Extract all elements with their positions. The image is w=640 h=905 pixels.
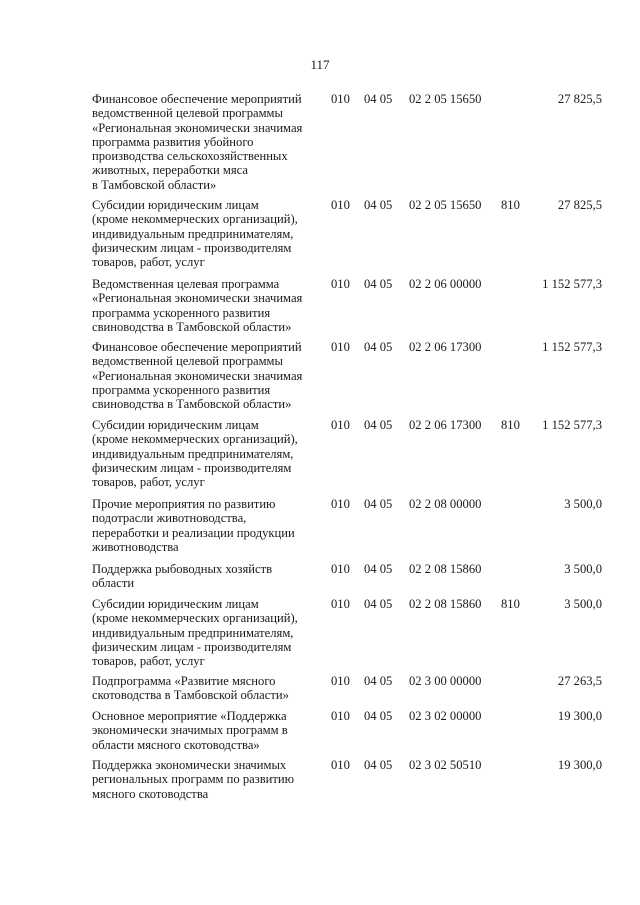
row-name-line: Субсидии юридическим лицам: [92, 418, 259, 432]
target-code: 02 3 02 50510: [409, 758, 482, 772]
row-name-line: ведомственной целевой программы: [92, 106, 283, 121]
row-name-line: Финансовое обеспечение мероприятий: [92, 340, 302, 354]
section-code: 04 05: [364, 562, 393, 576]
row-name: [92, 758, 324, 801]
row-name-line: товаров, работ, услуг: [92, 654, 205, 669]
row-name-line: области мясного скотоводства»: [92, 737, 260, 752]
row-name-line: программа ускоренного развития: [92, 382, 271, 397]
row-name: [92, 497, 324, 554]
row-name-line: (кроме некоммерческих организаций),: [92, 212, 298, 227]
section-code: 04 05: [364, 674, 393, 688]
row-name-line: Основное мероприятие «Поддержка: [92, 709, 287, 723]
row-name-line: физическим лицам - производителям: [92, 639, 292, 654]
section-code: 04 05: [364, 497, 393, 511]
row-name-line: переработки и реализации продукции: [92, 525, 295, 540]
row-name-line: Субсидии юридическим лицам: [92, 198, 259, 212]
row-name-line: Поддержка рыбоводных хозяйств: [92, 562, 273, 576]
ministry-code: 010: [331, 497, 350, 511]
ministry-code: 010: [331, 198, 350, 212]
section-code: 04 05: [364, 277, 393, 291]
row-name: [92, 709, 324, 752]
row-name: [92, 277, 324, 334]
row-name-line: физическим лицам - производителям: [92, 240, 292, 255]
page-number: 117: [310, 57, 330, 72]
target-code: 02 2 08 15860: [409, 562, 482, 576]
target-code: 02 3 00 00000: [409, 674, 482, 688]
ministry-code: 010: [331, 340, 350, 354]
section-code: 04 05: [364, 758, 393, 772]
ministry-code: 010: [331, 674, 350, 688]
row-name: [92, 340, 324, 411]
row-name-line: скотоводства в Тамбовской области»: [92, 688, 289, 703]
row-name-line: в Тамбовской области»: [92, 177, 217, 192]
row-name-line: подотрасли животноводства,: [92, 511, 247, 526]
row-name-line: товаров, работ, услуг: [92, 475, 205, 490]
row-name-line: свиноводства в Тамбовской области»: [92, 319, 292, 334]
target-code: 02 2 05 15650: [409, 92, 482, 106]
row-name-line: «Региональная экономически значимая: [92, 368, 303, 383]
ministry-code: 010: [331, 758, 350, 772]
row-name-line: Поддержка экономически значимых: [92, 758, 287, 772]
row-name-line: индивидуальным предпринимателям,: [92, 446, 294, 461]
row-name-line: региональных программ по развитию: [92, 772, 295, 787]
row-name-line: «Региональная экономически значимая: [92, 120, 303, 135]
amount-value: 3 500,0: [564, 562, 602, 576]
row-name-line: Подпрограмма «Развитие мясного: [92, 674, 276, 688]
row-name-line: экономически значимых программ в: [92, 723, 288, 738]
row-name-line: животноводства: [92, 539, 179, 554]
row-name-line: физическим лицам - производителям: [92, 460, 292, 475]
section-code: 04 05: [364, 198, 393, 212]
row-name-line: (кроме некоммерческих организаций),: [92, 611, 298, 626]
ministry-code: 010: [331, 709, 350, 723]
expense-type-code: 810: [501, 198, 520, 212]
row-name-line: Финансовое обеспечение мероприятий: [92, 92, 302, 106]
row-name-line: программа развития убойного: [92, 134, 254, 149]
row-name-line: программа ускоренного развития: [92, 305, 271, 320]
amount-value: 19 300,0: [557, 758, 602, 772]
target-code: 02 2 08 15860: [409, 597, 482, 611]
ministry-code: 010: [331, 418, 350, 432]
ministry-code: 010: [331, 562, 350, 576]
section-code: 04 05: [364, 418, 393, 432]
row-name-line: товаров, работ, услуг: [92, 255, 205, 270]
row-name-line: мясного скотоводства: [92, 786, 209, 801]
target-code: 02 2 05 15650: [409, 198, 482, 212]
ministry-code: 010: [331, 597, 350, 611]
row-name-line: «Региональная экономически значимая: [92, 291, 303, 306]
target-code: 02 2 06 00000: [409, 277, 482, 291]
row-name-line: свиноводства в Тамбовской области»: [92, 397, 292, 412]
target-code: 02 2 06 17300: [409, 418, 482, 432]
row-name-line: индивидуальным предпринимателям,: [92, 226, 294, 241]
row-name-line: индивидуальным предпринимателям,: [92, 625, 294, 640]
amount-value: 19 300,0: [557, 709, 602, 723]
amount-value: 1 152 577,3: [542, 418, 602, 432]
row-name-line: животных, переработки мяса: [92, 163, 248, 178]
ministry-code: 010: [331, 92, 350, 106]
ministry-code: 010: [331, 277, 350, 291]
row-name: [92, 198, 324, 269]
row-name-line: (кроме некоммерческих организаций),: [92, 432, 298, 447]
expense-type-code: 810: [501, 418, 520, 432]
row-name-line: Субсидии юридическим лицам: [92, 597, 259, 611]
row-name: [92, 674, 324, 703]
amount-value: 27 825,5: [557, 92, 602, 106]
target-code: 02 3 02 00000: [409, 709, 482, 723]
amount-value: 1 152 577,3: [542, 340, 602, 354]
target-code: 02 2 06 17300: [409, 340, 482, 354]
amount-value: 1 152 577,3: [542, 277, 602, 291]
row-name: [92, 597, 324, 668]
row-name-line: Ведомственная целевая программа: [92, 277, 280, 291]
section-code: 04 05: [364, 92, 393, 106]
row-name-line: области: [92, 576, 135, 591]
row-name: [92, 562, 324, 591]
amount-value: 3 500,0: [564, 597, 602, 611]
amount-value: 27 263,5: [557, 674, 602, 688]
target-code: 02 2 08 00000: [409, 497, 482, 511]
expense-type-code: 810: [501, 597, 520, 611]
row-name: [92, 92, 324, 192]
row-name-line: производства сельскохозяйственных: [92, 149, 288, 164]
section-code: 04 05: [364, 340, 393, 354]
row-name: [92, 418, 324, 489]
row-name-line: Прочие мероприятия по развитию: [92, 497, 276, 511]
amount-value: 27 825,5: [557, 198, 602, 212]
row-name-line: ведомственной целевой программы: [92, 354, 283, 369]
section-code: 04 05: [364, 709, 393, 723]
section-code: 04 05: [364, 597, 393, 611]
amount-value: 3 500,0: [564, 497, 602, 511]
